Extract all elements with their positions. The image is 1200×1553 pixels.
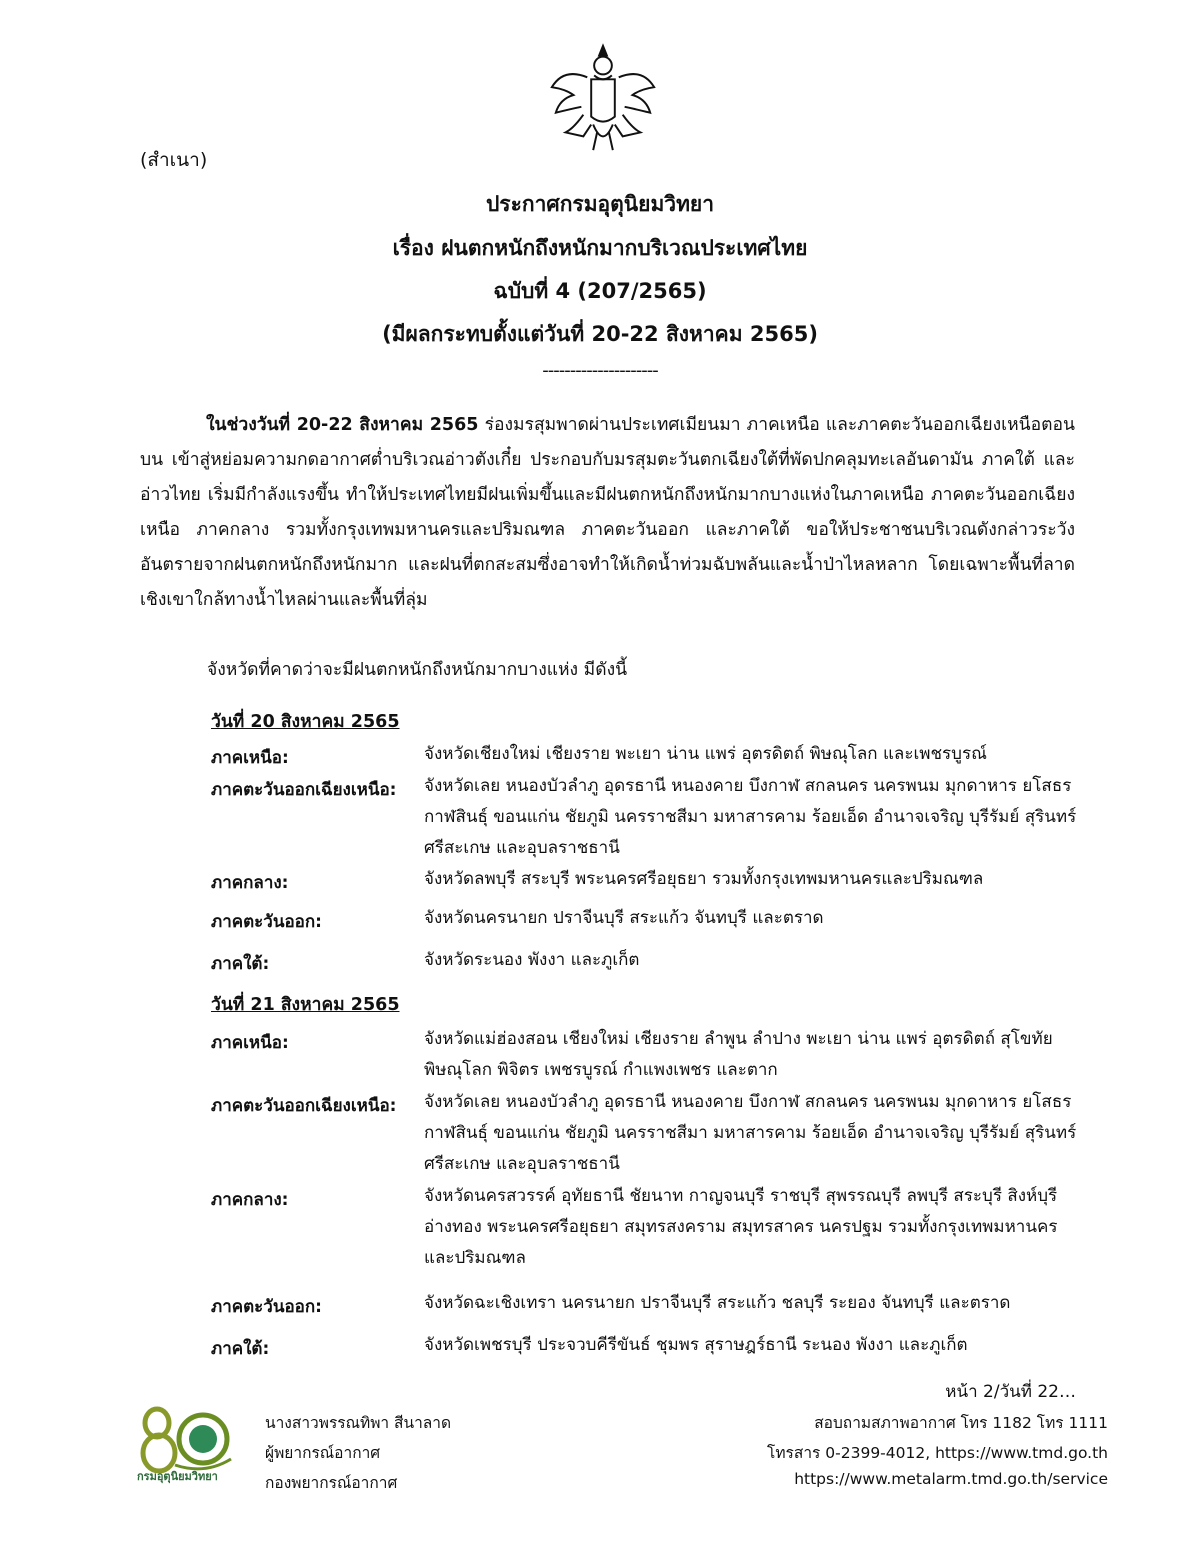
region-label: ภาคเหนือ: [211,1033,289,1053]
copy-label: (สำเนา) [140,149,208,171]
date-heading: วันที่ 21 สิงหาคม 2565 [211,995,400,1015]
division-name: กองพยากรณ์อากาศ [265,1474,398,1492]
region-provinces: จังหวัดเพชรบุรี ประจวบคีรีขันธ์ ชุมพร สุราษฎร์ธานี ระนอง พังงา และภูเก็ต [424,1335,968,1355]
body-paragraph [140,408,1075,618]
document-issue: ฉบับที่ 4 (207/2565) [493,279,707,303]
garuda-emblem-icon [544,38,662,156]
region-provinces: จังหวัดนครนายก ปราจีนบุรี สระแก้ว จันทบุรี และตราด [424,908,824,928]
region-provinces: จังหวัดเชียงใหม่ เชียงราย พะเยา น่าน แพร่ อุตรดิตถ์ พิษณุโลก และเพชรบูรณ์ [424,744,987,764]
region-provinces: จังหวัดฉะเชิงเทรา นครนายก ปราจีนบุรี สระแก้ว ชลบุรี ระยอง จันทบุรี และตราด [424,1293,1011,1313]
region-label: ภาคใต้: [211,1339,270,1359]
date-heading: วันที่ 20 สิงหาคม 2565 [211,712,400,732]
region-label: ภาคใต้: [211,954,270,974]
body-text: ร่องมรสุมพาดผ่านประเทศเมียนมา ภาคเหนือ และภาคตะวันออกเฉียงเหนือตอนบน เข้าสู่หย่อมความกดอากาศต่ำบริเวณอ่าวตังเกี๋ย ประกอบกับมรสุมตะวันตกเฉียงใต้ที่พัดปกคลุมทะเลอันดามัน ภาคใต้ และอ่าวไทย เริ่มมีกำลังแรงขึ้น ทำให้ประเทศไทยมีฝนเพิ่มขึ้นและมีฝนตกหนักถึงหนักมากบางแห่งในภาคเหนือ ภาคตะวันออกเฉียงเหนือ ภาคกลาง รวมทั้งกรุงเทพมหานครและปริมณฑล ภาคตะวันออก และภาคใต้ ขอให้ประชาชนบริเวณดังกล่าวระวังอันตรายจากฝนตกหนักถึงหนักมาก และฝนที่ตกสะสมซึ่งอาจทำให้เกิดน้ำท่วมฉับพลันและน้ำป่าไหลหลาก โดยเฉพาะพื้นที่ลาดเชิงเขาใกล้ทางน้ำไหลผ่านและพื้นที่ลุ่ม [140,415,1075,610]
signer-position: ผู้พยากรณ์อากาศ [265,1444,381,1462]
document-effective: (มีผลกระทบตั้งแต่วันที่ 20-22 สิงหาคม 2565) [382,322,818,346]
title-divider: --------------------- [542,360,658,381]
contact-phone: สอบถามสภาพอากาศ โทร 1182 โทร 1111 [814,1414,1108,1432]
region-label: ภาคตะวันออก: [211,912,322,932]
region-label: ภาคเหนือ: [211,748,289,768]
region-label: ภาคกลาง: [211,1190,289,1210]
region-label: ภาคตะวันออกเฉียงเหนือ: [211,1096,397,1116]
contact-fax: โทรสาร 0-2399-4012, https://www.tmd.go.th [767,1444,1108,1462]
document-title: ประกาศกรมอุตุนิยมวิทยา [485,192,715,216]
region-label: ภาคตะวันออก: [211,1297,322,1317]
region-label: ภาคตะวันออกเฉียงเหนือ: [211,780,397,800]
intro-text: จังหวัดที่คาดว่าจะมีฝนตกหนักถึงหนักมากบางแห่ง มีดังนี้ [207,660,628,680]
contact-url: https://www.metalarm.tmd.go.th/service [794,1470,1108,1488]
region-provinces: จังหวัดนครสวรรค์ อุทัยธานี ชัยนาท กาญจนบุรี ราชบุรี สุพรรณบุรี ลพบุรี สระบุรี สิงห์บุรี อ่างทอง พระนครศรีอยุธยา สมุทรสงคราม สมุทรสาคร นครปฐม รวมทั้งกรุงเทพมหานคร และปริมณฑล [424,1186,1058,1268]
region-provinces: จังหวัดเลย หนองบัวลำภู อุดรธานี หนองคาย บึงกาฬ สกลนคร นครพนม มุกดาหาร ยโสธร กาฬสินธุ์ ขอนแก่น ชัยภูมิ นครราชสีมา มหาสารคาม ร้อยเอ็ด อำนาจเจริญ บุรีรัมย์ สุรินทร์ ศรีสะเกษ และอุบลราชธานี [424,776,1077,858]
logo-text: กรมอุตุนิยมวิทยา [137,1470,218,1483]
region-provinces: จังหวัดเลย หนองบัวลำภู อุดรธานี หนองคาย บึงกาฬ สกลนคร นครพนม มุกดาหาร ยโสธร กาฬสินธุ์ ขอนแก่น ชัยภูมิ นครราชสีมา มหาสารคาม ร้อยเอ็ด อำนาจเจริญ บุรีรัมย์ สุรินทร์ ศรีสะเกษ และอุบลราชธานี [424,1092,1077,1174]
signer-name: นางสาวพรรณทิพา สีนาลาด [265,1414,452,1432]
region-provinces: จังหวัดลพบุรี สระบุรี พระนครศรีอยุธยา รวมทั้งกรุงเทพมหานครและปริมณฑล [424,869,984,889]
page-continuation: หน้า 2/วันที่ 22… [945,1382,1076,1402]
region-provinces: จังหวัดแม่ฮ่องสอน เชียงใหม่ เชียงราย ลำพูน ลำปาง พะเยา น่าน แพร่ อุตรดิตถ์ สุโขทัย พิษณุโลก พิจิตร เพชรบูรณ์ กำแพงเพชร และตาก [424,1029,1053,1080]
document-subject: เรื่อง ฝนตกหนักถึงหนักมากบริเวณประเทศไทย [392,236,808,260]
region-provinces: จังหวัดระนอง พังงา และภูเก็ต [424,950,640,970]
body-lead: ในช่วงวันที่ 20-22 สิงหาคม 2565 [206,415,479,435]
region-label: ภาคกลาง: [211,873,289,893]
